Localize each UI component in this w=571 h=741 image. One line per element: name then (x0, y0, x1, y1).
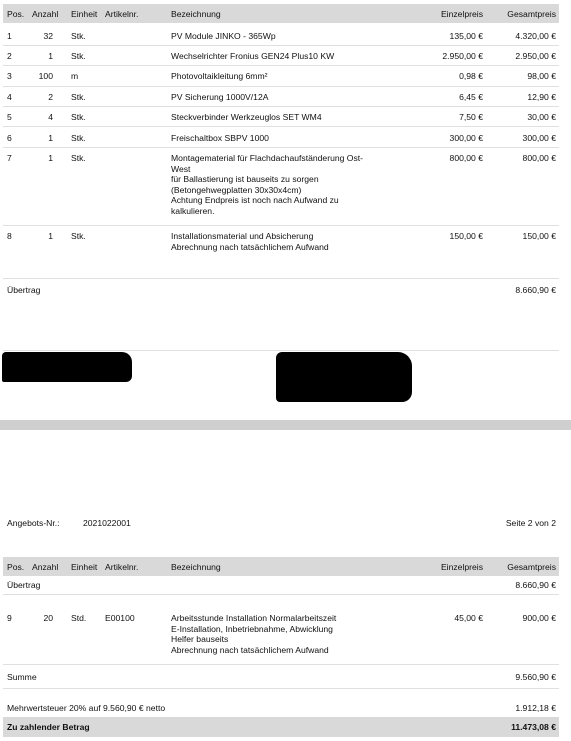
mwst-value: 1.912,18 € (515, 703, 556, 713)
row-bezeichnung (171, 613, 336, 655)
row-anzahl: 2 (48, 92, 53, 102)
row-einheit: Stk. (71, 133, 86, 143)
row-gesamtpreis: 300,00 € (522, 133, 556, 143)
row-pos: 2 (7, 51, 12, 61)
row-pos: 3 (7, 71, 12, 81)
description-line: Installationsmaterial und Absicherung (171, 231, 314, 241)
row-anzahl: 1 (48, 133, 53, 143)
description-line: Achtung Endpreis ist noch nach Aufwand zu (171, 195, 339, 205)
row-divider (3, 86, 559, 87)
row-anzahl: 1 (48, 51, 53, 61)
page-number: Seite 2 von 2 (505, 518, 556, 528)
row-bezeichnung (171, 153, 363, 216)
col-header-gesamtpreis: Gesamtpreis (507, 9, 556, 19)
summe-value: 9.560,90 € (515, 672, 556, 682)
row-pos: 5 (7, 112, 12, 122)
description-line: (Betongehwegplatten 30x30x4cm) (171, 184, 302, 195)
row-gesamtpreis: 2.950,00 € (515, 51, 556, 61)
row-einheit: Stk. (71, 92, 86, 102)
description-line: Abrechnung nach tatsächlichem Aufwand (171, 241, 329, 252)
total-value: 11.473,08 € (511, 722, 556, 732)
col-header-einheit: Einheit (71, 562, 98, 572)
row-bezeichnung: PV Module JINKO - 365Wp (171, 31, 276, 41)
row-einheit: Stk. (71, 31, 86, 41)
row-pos: 8 (7, 231, 12, 241)
row-einzelpreis: 300,00 € (449, 133, 483, 143)
row-gesamtpreis: 4.320,00 € (515, 31, 556, 41)
row-divider (3, 147, 559, 148)
row-gesamtpreis: 30,00 € (527, 112, 556, 122)
col-header-pos: Pos. (7, 9, 25, 19)
row-pos: 1 (7, 31, 12, 41)
row-einzelpreis: 800,00 € (449, 153, 483, 163)
row-einzelpreis: 2.950,00 € (442, 51, 483, 61)
row-gesamtpreis: 12,90 € (527, 92, 556, 102)
mwst-label: Mehrwertsteuer 20% auf 9.560,90 € netto (7, 703, 166, 713)
col-header-bezeichnung: Bezeichnung (171, 9, 221, 19)
row-divider (3, 594, 559, 595)
row-divider (3, 126, 559, 127)
row-bezeichnung: Freischaltbox SBPV 1000 (171, 133, 269, 143)
row-einzelpreis: 0,98 € (459, 71, 483, 81)
row-anzahl: 1 (48, 231, 53, 241)
row-bezeichnung (171, 231, 329, 252)
row-einheit: Std. (71, 613, 87, 623)
col-header-bezeichnung: Bezeichnung (171, 562, 221, 572)
row-pos: 4 (7, 92, 12, 102)
row-gesamtpreis: 800,00 € (522, 153, 556, 163)
row-divider (3, 664, 559, 665)
description-line: Abrechnung nach tatsächlichem Aufwand (171, 644, 329, 655)
col-header-artikelnr: Artikelnr. (105, 562, 139, 572)
total-label: Zu zahlender Betrag (7, 722, 90, 732)
row-divider (3, 45, 559, 46)
row-einheit: Stk. (71, 153, 86, 163)
angebot-nr-label: Angebots-Nr.: (7, 518, 60, 528)
row-pos: 6 (7, 133, 12, 143)
uebertrag-value: 8.660,90 € (515, 285, 556, 295)
row-gesamtpreis: 150,00 € (522, 231, 556, 241)
row-divider (3, 65, 559, 66)
col-header-einzelpreis: Einzelpreis (440, 9, 483, 19)
row-anzahl: 100 (38, 71, 53, 81)
row-artikelnr: E00100 (105, 613, 135, 623)
description-line: für Ballastierung ist bauseits zu sorgen (171, 174, 319, 184)
row-einzelpreis: 45,00 € (454, 613, 483, 623)
row-gesamtpreis: 900,00 € (522, 613, 556, 623)
row-bezeichnung: Steckverbinder Werkzeuglos SET WM4 (171, 112, 322, 122)
page-separator (0, 420, 571, 430)
redacted-block-right (276, 352, 412, 402)
row-divider (3, 688, 559, 689)
col-header-anzahl: Anzahl (32, 9, 59, 19)
row-gesamtpreis: 98,00 € (527, 71, 556, 81)
row-anzahl: 1 (48, 153, 53, 163)
row-einzelpreis: 7,50 € (459, 112, 483, 122)
row-divider (3, 225, 559, 226)
row-einzelpreis: 6,45 € (459, 92, 483, 102)
col-header-artikelnr: Artikelnr. (105, 9, 139, 19)
col-header-einheit: Einheit (71, 9, 98, 19)
uebertrag-label: Übertrag (7, 580, 41, 590)
row-bezeichnung: Wechselrichter Fronius GEN24 Plus10 KW (171, 51, 335, 61)
redacted-block-left (2, 352, 132, 382)
uebertrag-value: 8.660,90 € (515, 580, 556, 590)
description-line: E-Installation, Inbetriebnahme, Abwicklung (171, 623, 333, 634)
row-einzelpreis: 135,00 € (449, 31, 483, 41)
row-einheit: Stk. (71, 231, 86, 241)
row-divider (3, 106, 559, 107)
row-anzahl: 4 (48, 112, 53, 122)
description-line: kalkulieren. (171, 205, 215, 216)
uebertrag-label: Übertrag (7, 285, 41, 295)
row-einheit: Stk. (71, 112, 86, 122)
row-bezeichnung: PV Sicherung 1000V/12A (171, 92, 269, 102)
row-anzahl: 20 (43, 613, 53, 623)
footer-divider (3, 350, 559, 351)
row-divider (3, 278, 559, 279)
description-line: West (171, 163, 191, 174)
col-header-anzahl: Anzahl (32, 562, 59, 572)
col-header-pos: Pos. (7, 562, 25, 572)
row-pos: 7 (7, 153, 12, 163)
row-anzahl: 32 (43, 31, 53, 41)
summe-label: Summe (7, 672, 37, 682)
row-pos: 9 (7, 613, 12, 623)
row-bezeichnung: Photovoltaikleitung 6mm² (171, 71, 268, 81)
description-line: Helfer bauseits (171, 634, 229, 644)
row-einheit: m (71, 71, 79, 81)
row-einzelpreis: 150,00 € (449, 231, 483, 241)
description-line: Arbeitsstunde Installation Normalarbeitszeit (171, 613, 337, 623)
description-line: Montagematerial für Flachdachaufständerung Ost- (171, 153, 364, 163)
angebot-nr-value: 2021022001 (83, 518, 131, 528)
col-header-gesamtpreis: Gesamtpreis (507, 562, 556, 572)
col-header-einzelpreis: Einzelpreis (440, 562, 483, 572)
row-einheit: Stk. (71, 51, 86, 61)
